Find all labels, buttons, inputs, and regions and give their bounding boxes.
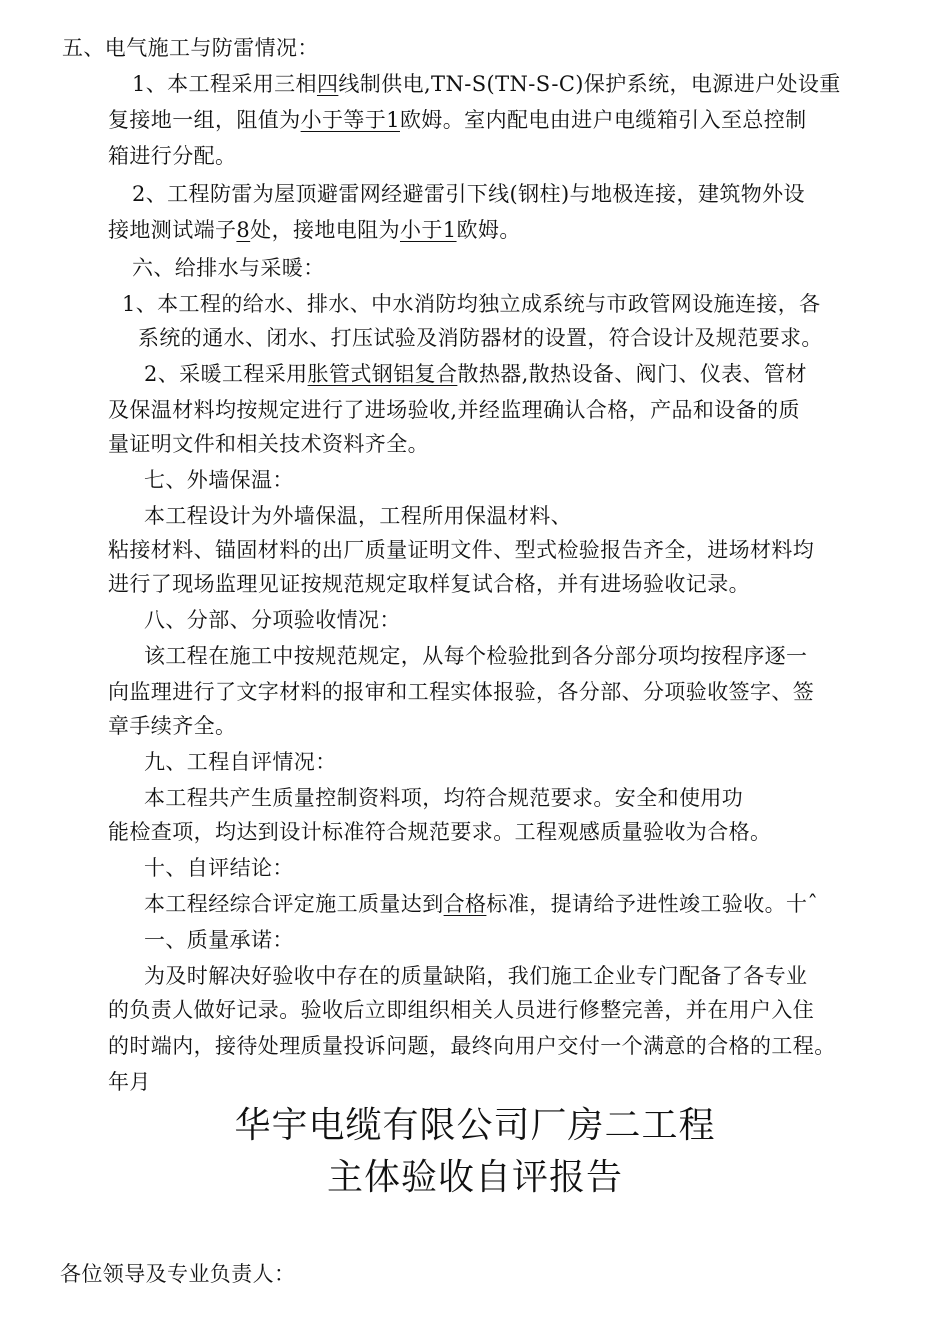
- paragraph-line: 接地测试端子8处，接地电阻为小于1欧姆。: [108, 218, 521, 242]
- report-title-line-1: 华宇电缆有限公司厂房二工程: [234, 1105, 716, 1146]
- paragraph-line: 本工程设计为外墙保温，工程所用保温材料、: [144, 504, 572, 528]
- paragraph-line: 的时端内，接待处理质量投诉问题，最终向用户交付一个满意的合格的工程。: [108, 1034, 836, 1058]
- underlined-value: 合格: [443, 892, 487, 916]
- salutation: 各位领导及专业负责人：: [60, 1262, 296, 1286]
- section-heading-acceptance: 八、分部、分项验收情况：: [144, 608, 401, 632]
- paragraph-line: 能检查项，均达到设计标准符合规范要求。工程观感质量验收为合格。: [108, 820, 772, 844]
- paragraph-line: 1、本工程采用三相四线制供电,TN-S(TN-S-C)保护系统，电源进户处设重: [132, 72, 841, 96]
- paragraph-line: 该工程在施工中按规范规定，从每个检验批到各分部分项均按程序逐一: [144, 644, 808, 668]
- paragraph-line: 箱进行分配。: [108, 144, 237, 168]
- paragraph-line: 进行了现场监理见证按规范规定取样复试合格，并有进场验收记录。: [108, 572, 750, 596]
- paragraph-line: 章手续齐全。: [108, 714, 237, 738]
- section-heading-electrical: 五、电气施工与防雷情况：: [62, 36, 319, 60]
- date-line: 年月: [108, 1070, 151, 1094]
- section-heading-insulation: 七、外墙保温：: [144, 468, 294, 492]
- paragraph-line: 粘接材料、锚固材料的出厂质量证明文件、型式检验报告齐全，进场材料均: [108, 538, 815, 562]
- paragraph-line: 向监理进行了文字材料的报审和工程实体报验，各分部、分项验收签字、签: [108, 680, 815, 704]
- section-heading-self-evaluation: 九、工程自评情况：: [144, 750, 337, 774]
- report-title-line-2: 主体验收自评报告: [326, 1157, 623, 1198]
- section-heading-conclusion: 十、自评结论：: [144, 856, 294, 880]
- underlined-value: 小于等于1: [300, 108, 400, 132]
- section-heading-commitment: 一、质量承诺：: [144, 928, 294, 952]
- paragraph-line: 的负责人做好记录。验收后立即组织相关人员进行修整完善，并在用户入住: [108, 998, 815, 1022]
- paragraph-line: 复接地一组，阻值为小于等于1欧姆。室内配电由进户电缆箱引入至总控制: [108, 108, 807, 132]
- paragraph-line: 系统的通水、闭水、打压试验及消防器材的设置，符合设计及规范要求。: [138, 326, 823, 350]
- paragraph-line: 本工程共产生质量控制资料项，均符合规范要求。安全和使用功: [144, 786, 744, 810]
- underlined-value: 小于1: [399, 218, 457, 242]
- paragraph-line: 及保温材料均按规定进行了进场验收,并经监理确认合格，产品和设备的质: [108, 398, 800, 422]
- underlined-value: 四: [316, 72, 339, 96]
- underlined-value: 8: [236, 218, 251, 242]
- paragraph-line: 本工程经综合评定施工质量达到合格标准，提请给予进性竣工验收。十ˆ: [144, 892, 819, 916]
- paragraph-line: 量证明文件和相关技术资料齐全。: [108, 432, 429, 456]
- section-heading-plumbing: 六、给排水与采暖：: [132, 256, 325, 280]
- underlined-value: 胀管式钢铝复合: [307, 362, 458, 386]
- paragraph-line: 2、采暖工程采用胀管式钢铝复合散热器,散热设备、阀门、仪表、管材: [144, 362, 807, 386]
- paragraph-line: 1、本工程的给水、排水、中水消防均独立成系统与市政管网设施连接，各: [122, 292, 821, 316]
- paragraph-line: 2、工程防雷为屋顶避雷网经避雷引下线(钢柱)与地极连接，建筑物外设: [132, 182, 805, 206]
- paragraph-line: 为及时解决好验收中存在的质量缺陷，我们施工企业专门配备了各专业: [144, 964, 808, 988]
